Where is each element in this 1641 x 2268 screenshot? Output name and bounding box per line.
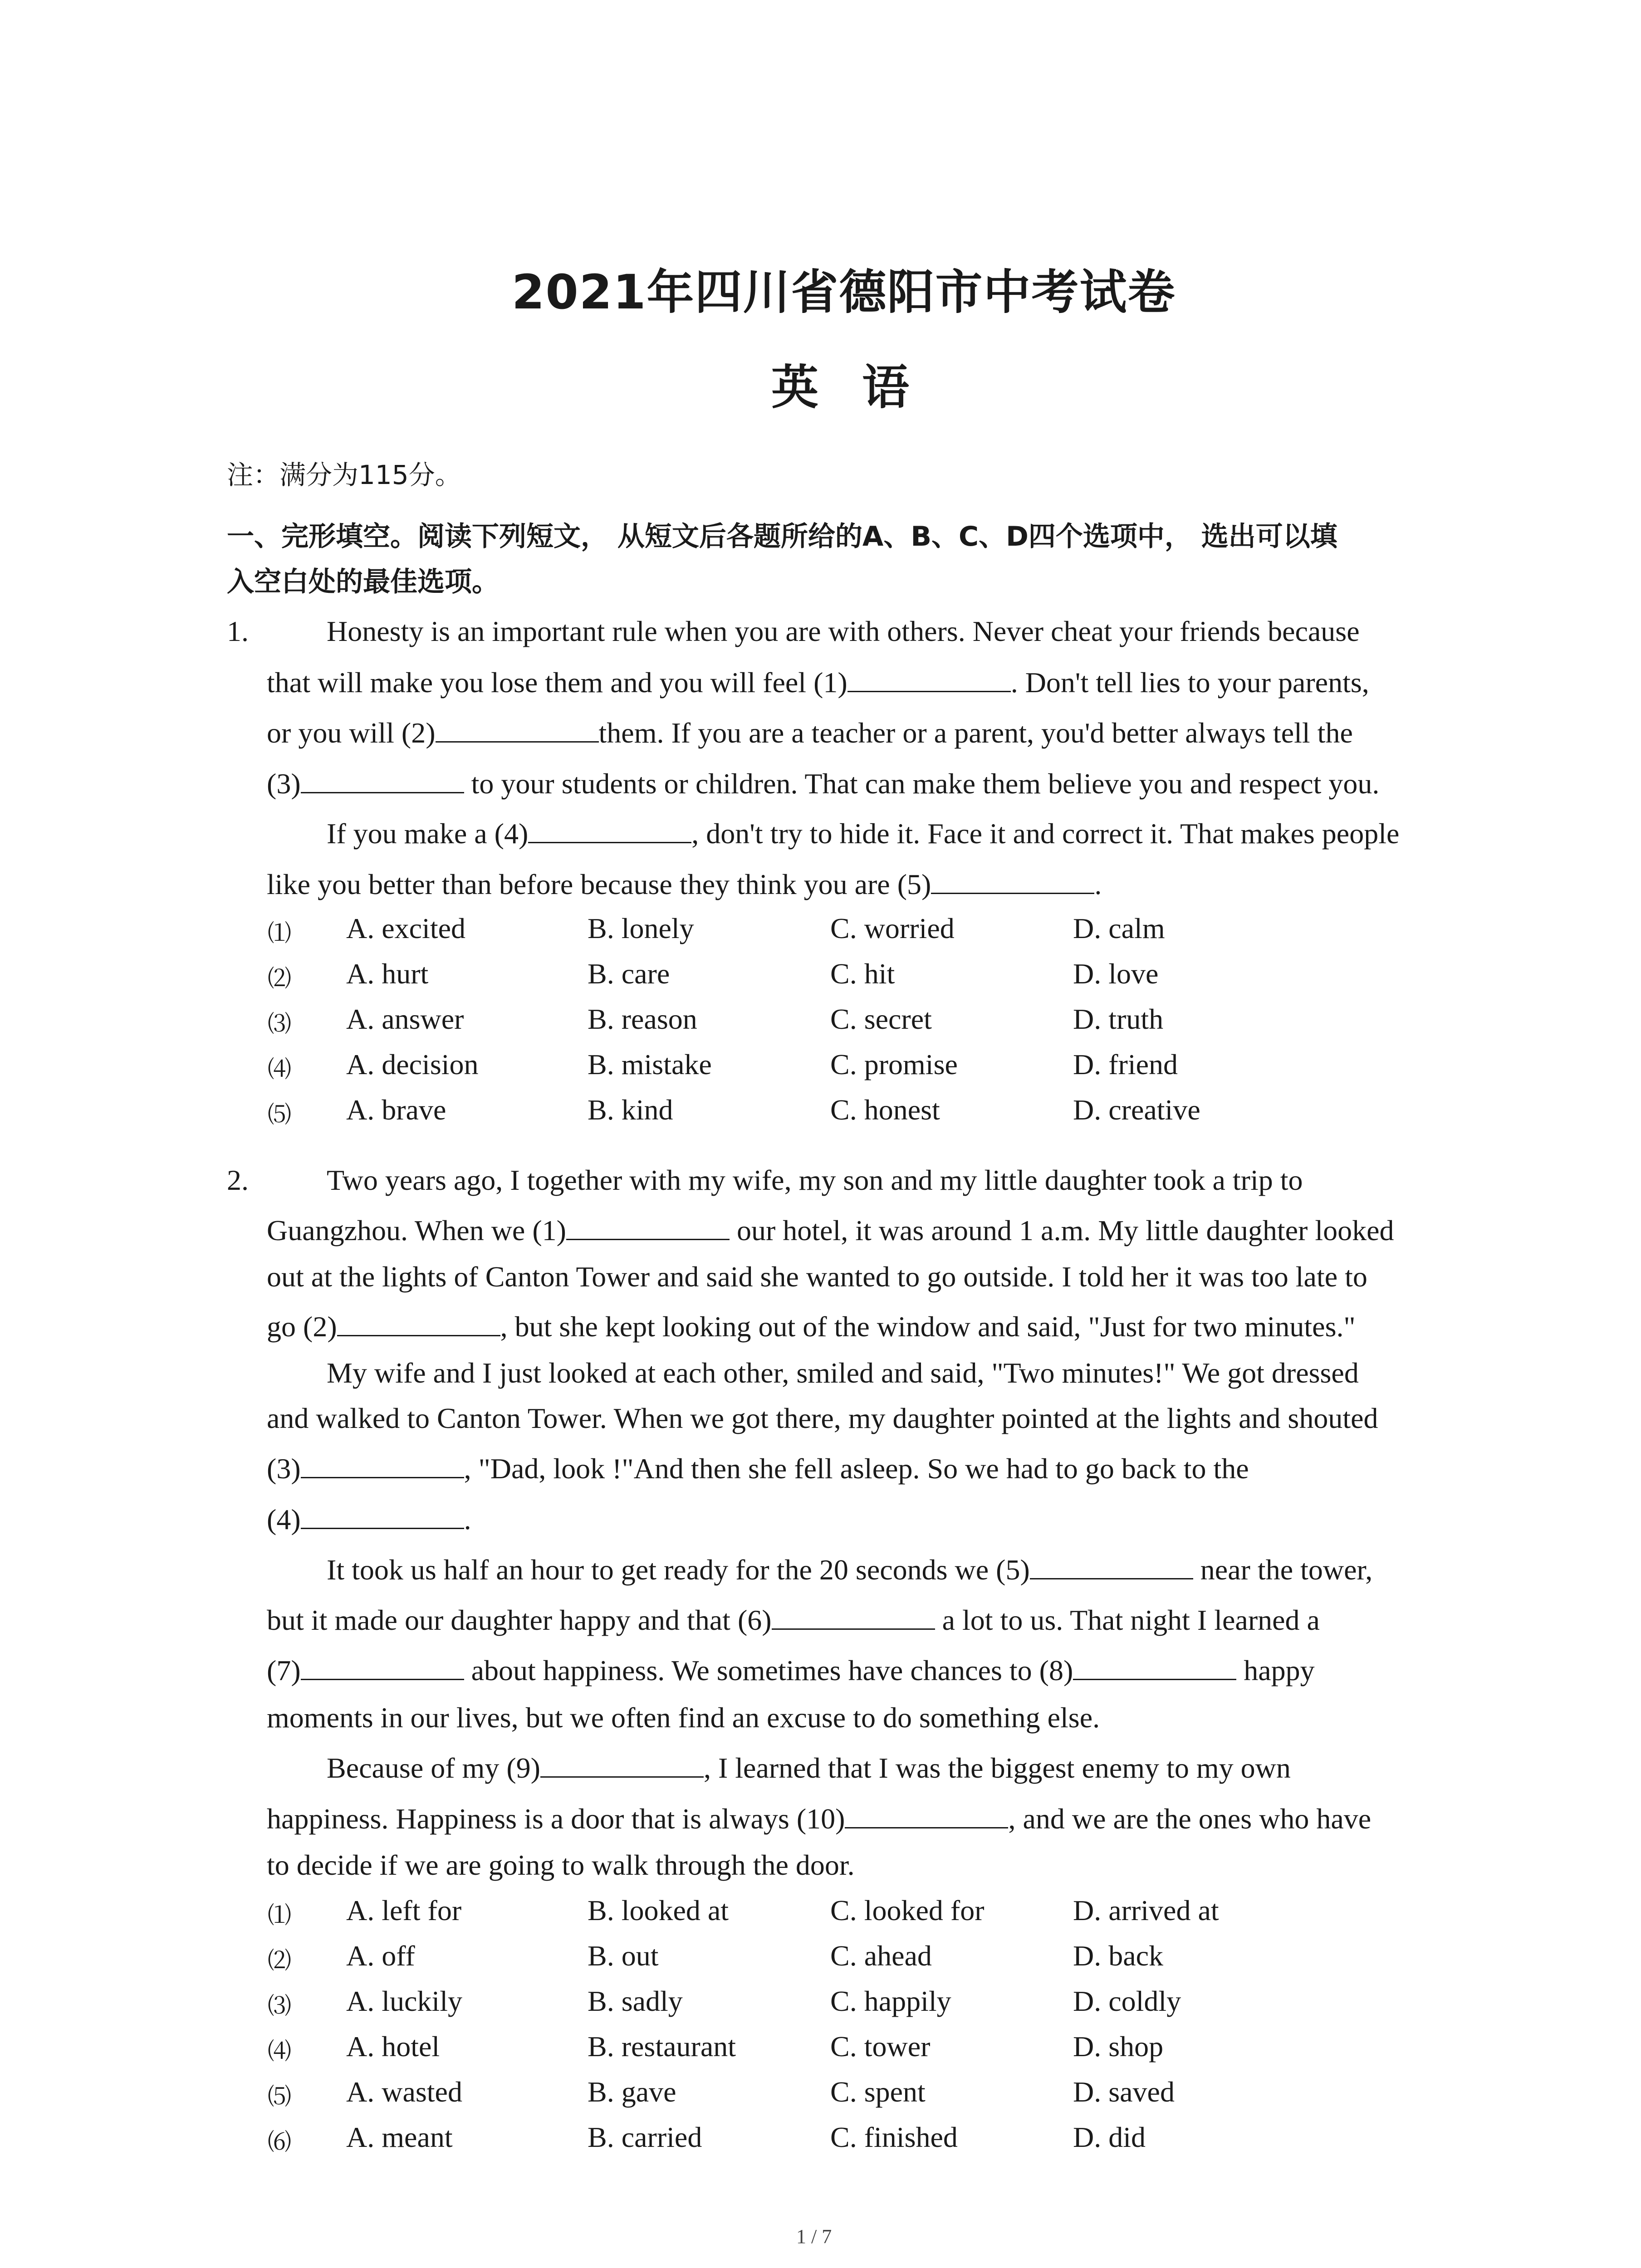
passage-line: Guangzhou. When we (1) our hotel, it was around 1 a.m. My little daughter looked <box>267 1214 1394 1246</box>
page-number: 1 / 7 <box>796 2225 832 2248</box>
option-c: C. finished <box>830 2121 958 2153</box>
answer-blank <box>301 767 464 793</box>
option-c: C. worried <box>830 912 955 944</box>
score-note: 注：满分为115分。 <box>227 459 461 490</box>
answer-blank <box>1073 1653 1236 1680</box>
option-a: A. off <box>346 1940 415 1972</box>
answer-blank <box>301 1452 464 1478</box>
option-b: B. lonely <box>588 912 694 944</box>
answer-blank <box>540 1751 704 1778</box>
option-b: B. carried <box>588 2121 702 2153</box>
answer-blank <box>772 1603 935 1630</box>
answer-blank <box>301 1502 464 1529</box>
option-a: A. decision <box>346 1048 479 1080</box>
option-d: D. love <box>1073 958 1159 990</box>
passage-line: It took us half an hour to get ready for the 20 seconds we (5) near the tower, <box>327 1554 1373 1586</box>
page-subject: 英语 <box>771 360 953 415</box>
option-d: D. back <box>1073 1940 1164 1972</box>
passage-line: Two years ago, I together with my wife, my son and my little daughter took a trip to <box>327 1164 1303 1196</box>
answer-blank <box>847 665 1011 692</box>
option-index: ⑷ <box>268 1056 292 1083</box>
option-c: C. looked for <box>830 1894 985 1926</box>
passage-line: (7) about happiness. We sometimes have chances to (8) happy <box>267 1654 1315 1686</box>
option-a: A. hurt <box>346 958 429 990</box>
answer-blank <box>528 816 691 843</box>
passage-line: and walked to Canton Tower. When we got there, my daughter pointed at the lights and shouted <box>267 1402 1378 1434</box>
option-a: A. hotel <box>346 2030 440 2063</box>
option-b: B. looked at <box>588 1894 729 1926</box>
passage-line: but it made our daughter happy and that (6) a lot to us. That night I learned a <box>267 1604 1320 1636</box>
option-b: B. kind <box>588 1094 673 1126</box>
option-a: A. excited <box>346 912 465 944</box>
passage-line: go (2) , but she kept looking out of the window and said, "Just for two minutes." <box>267 1310 1356 1343</box>
passage-line: My wife and I just looked at each other, smiled and said, "Two minutes!" We got dressed <box>327 1357 1359 1389</box>
option-d: D. arrived at <box>1073 1894 1219 1926</box>
option-d: D. friend <box>1073 1048 1178 1080</box>
passage-line: Honesty is an important rule when you are with others. Never cheat your friends because <box>327 615 1360 647</box>
option-b: B. mistake <box>588 1048 712 1080</box>
option-index: ⑸ <box>268 2083 292 2111</box>
option-b: B. gave <box>588 2076 676 2108</box>
passage-line: moments in our lives, but we often find an excuse to do something else. <box>267 1701 1100 1734</box>
option-c: C. happily <box>830 1985 951 2017</box>
passage-line: (3) to your students or children. That can make them believe you and respect you. <box>267 767 1380 800</box>
answer-blank <box>436 716 599 743</box>
option-a: A. brave <box>346 1094 446 1126</box>
question-number: 1. <box>227 615 249 647</box>
option-a: A. meant <box>346 2121 453 2153</box>
passage-line: out at the lights of Canton Tower and said she wanted to go outside. I told her it was too late to <box>267 1261 1367 1293</box>
option-index: ⑷ <box>268 2038 292 2065</box>
passage-line: or you will (2) them. If you are a teacher or a parent, you'd better always tell the <box>267 717 1353 749</box>
page-title: 2021年四川省德阳市中考试卷 <box>512 264 1176 320</box>
option-c: C. honest <box>830 1094 940 1126</box>
question-number: 2. <box>227 1164 249 1196</box>
passage-line: (3) , "Dad, look !"And then she fell asleep. So we had to go back to the <box>267 1452 1249 1485</box>
option-index: ⑸ <box>268 1101 292 1129</box>
section-heading-line2: 入空白处的最佳选项。 <box>227 566 499 598</box>
option-b: B. out <box>588 1940 659 1972</box>
option-a: A. luckily <box>346 1985 462 2017</box>
option-d: D. shop <box>1073 2030 1164 2063</box>
option-c: C. ahead <box>830 1940 932 1972</box>
answer-blank <box>337 1310 500 1336</box>
option-index: ⑵ <box>268 1947 292 1975</box>
passage-line: Because of my (9) , I learned that I was the biggest enemy to my own <box>327 1752 1291 1784</box>
section-heading-line1: 一、完形填空。阅读下列短文， 从短文后各题所给的A、B、C、D四个选项中， 选出可以填 <box>227 521 1337 552</box>
option-c: C. secret <box>830 1003 932 1035</box>
answer-blank <box>566 1213 730 1240</box>
option-c: C. tower <box>830 2030 931 2063</box>
option-d: D. creative <box>1073 1094 1200 1126</box>
passage-line: (4) . <box>267 1503 471 1535</box>
option-d: D. truth <box>1073 1003 1164 1035</box>
option-c: C. spent <box>830 2076 926 2108</box>
passage-line: that will make you lose them and you will feel (1) . Don't tell lies to your parents, <box>267 666 1369 699</box>
passage-line: to decide if we are going to walk through the door. <box>267 1849 855 1881</box>
option-index: ⑴ <box>268 920 292 947</box>
answer-blank <box>931 867 1094 894</box>
option-c: C. hit <box>830 958 895 990</box>
option-index: ⑶ <box>268 1993 292 2020</box>
option-b: B. sadly <box>588 1985 683 2017</box>
option-index: ⑵ <box>268 965 292 992</box>
option-c: C. promise <box>830 1048 958 1080</box>
passage-line: If you make a (4) , don't try to hide it. Face it and correct it. That makes people <box>327 817 1400 850</box>
answer-blank <box>301 1653 464 1680</box>
passage-line: happiness. Happiness is a door that is always (10) , and we are the ones who have <box>267 1803 1372 1835</box>
option-a: A. wasted <box>346 2076 462 2108</box>
option-d: D. calm <box>1073 912 1165 944</box>
option-index: ⑶ <box>268 1011 292 1038</box>
answer-blank <box>845 1802 1008 1828</box>
option-d: D. did <box>1073 2121 1146 2153</box>
option-d: D. coldly <box>1073 1985 1181 2017</box>
option-index: ⑴ <box>268 1902 292 1929</box>
option-b: B. care <box>588 958 670 990</box>
option-d: D. saved <box>1073 2076 1175 2108</box>
option-a: A. left for <box>346 1894 462 1926</box>
option-b: B. restaurant <box>588 2030 736 2063</box>
answer-blank <box>1030 1553 1193 1579</box>
option-b: B. reason <box>588 1003 697 1035</box>
passage-line: like you better than before because they think you are (5) . <box>267 868 1102 900</box>
option-index: ⑹ <box>268 2129 292 2156</box>
option-a: A. answer <box>346 1003 464 1035</box>
